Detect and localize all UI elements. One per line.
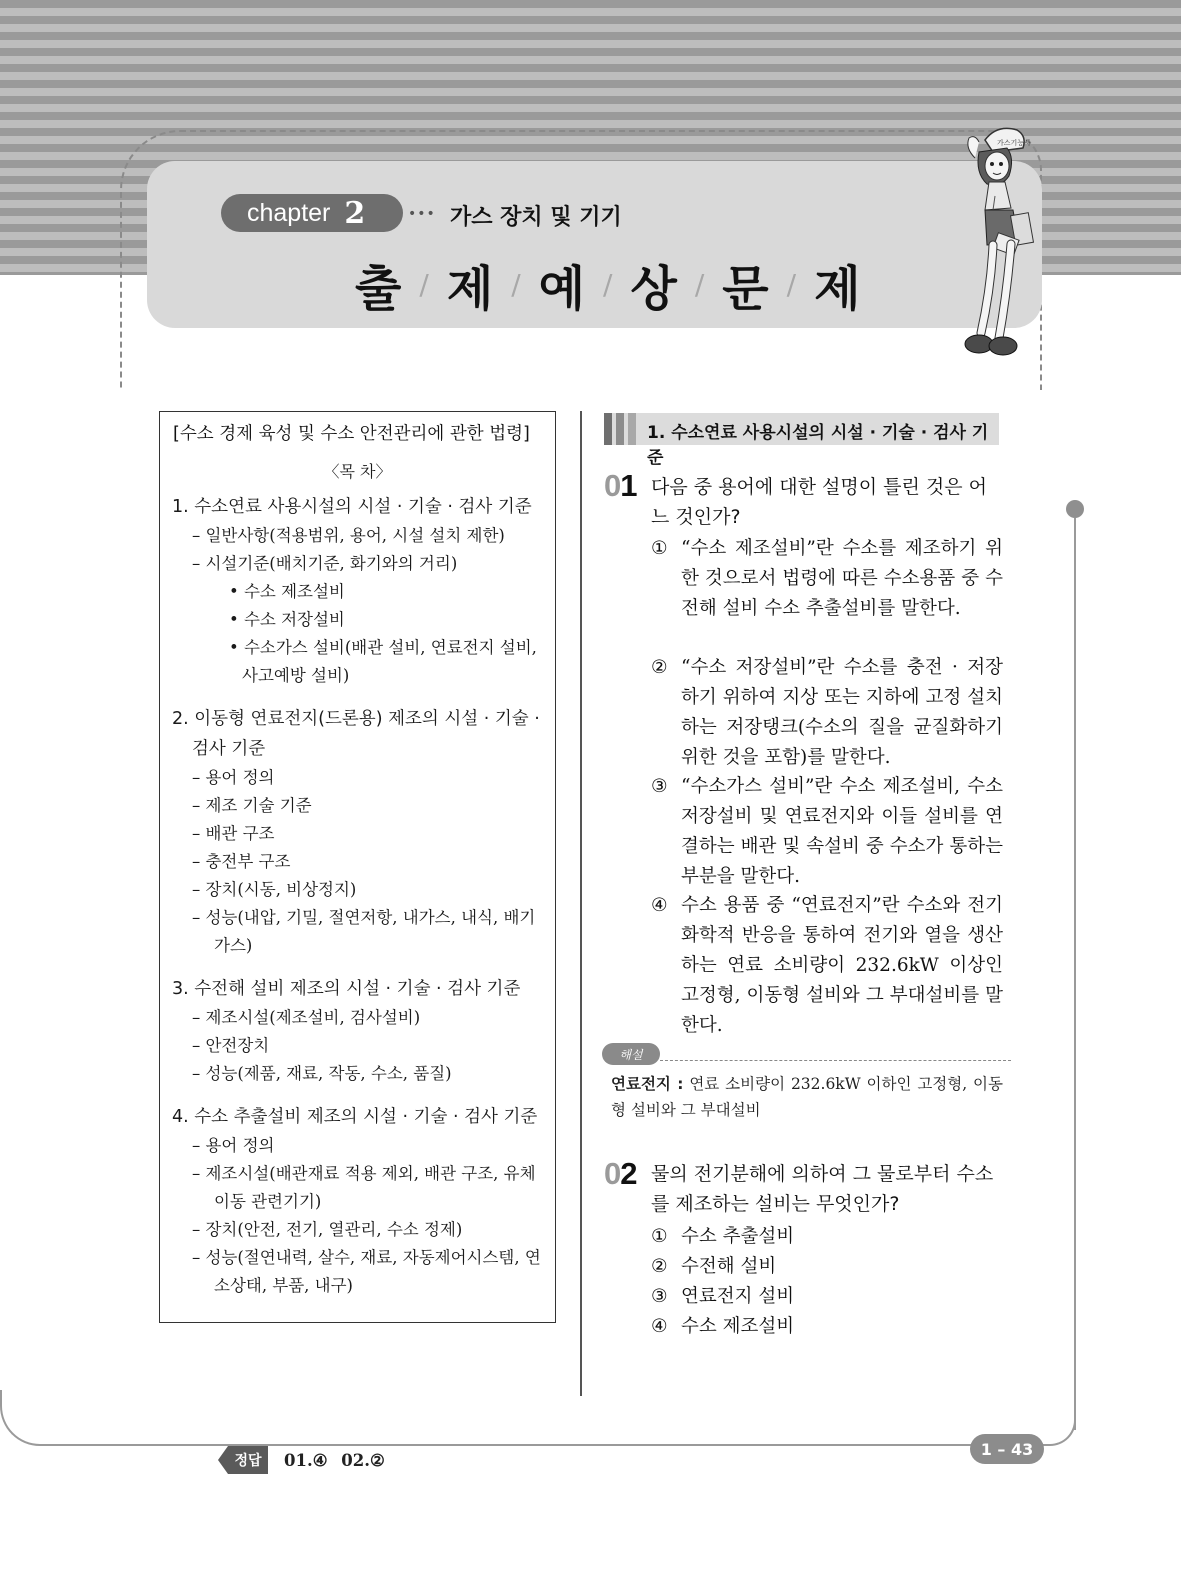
- answer-option: [651, 891, 1003, 1036]
- header-block: [604, 413, 612, 445]
- option-number: ②: [651, 657, 668, 678]
- answer-option: [651, 534, 1003, 619]
- toc-item: – 장치(안전, 전기, 열관리, 수소 정제): [192, 1220, 463, 1239]
- answer-key: 01.④ 02.②: [284, 1451, 385, 1470]
- toc-heading: 3. 수전해 설비 제조의 시설 · 기술 · 검사 기준: [172, 979, 521, 999]
- title-char: 제: [446, 261, 494, 317]
- toc-item: – 제조시설(제조설비, 검사설비): [192, 1008, 421, 1027]
- toc-item: – 제조 기술 기준: [192, 796, 312, 815]
- question-number-digit: 1: [620, 468, 637, 503]
- page-number: 1 – 43: [970, 1434, 1044, 1464]
- page-edge-rail: [1074, 518, 1076, 1430]
- chapter-subtitle: 가스 장치 및 기기: [450, 205, 622, 230]
- mascot-cap-text: 가스기능사: [997, 139, 1031, 147]
- page-edge-dot: [1066, 500, 1084, 518]
- option-text: “수소 제조설비”란 수소를 제조하기 위한 것으로서 법령에 따른 수소용품 중 수전해 설비 수소 추출설비를 말한다.: [681, 538, 1003, 619]
- answer-option: [651, 653, 1003, 768]
- toc-heading: 1. 수소연료 사용시설의 시설 · 기술 · 검사 기준: [172, 497, 532, 517]
- mascot-illustration: [935, 118, 1055, 363]
- toc-item: – 충전부 구조: [192, 852, 291, 871]
- option-number: ④: [651, 895, 668, 916]
- answer-option: [651, 1252, 776, 1282]
- title-char: 상: [630, 261, 677, 317]
- option-text: “수소 저장설비”란 수소를 충전 · 저장하기 위하여 지상 또는 지하에 고정 설치하는 저장탱크(수소의 질을 균질화하기 위한 것을 포함)를 말한다.: [681, 657, 1003, 768]
- toc-item: – 성능(절연내력, 살수, 재료, 자동제어시스템, 연소상태, 부품, 내구): [192, 1248, 541, 1295]
- option-number: ①: [651, 1226, 668, 1247]
- footer-corner: [1040, 1420, 1076, 1446]
- title-separator: /: [511, 268, 521, 301]
- question-number-zero: 0: [604, 468, 621, 503]
- explanation-text: [611, 1071, 1003, 1123]
- section-header: [604, 413, 999, 468]
- chapter-word: chapter: [247, 198, 331, 227]
- option-number: ②: [651, 1256, 668, 1277]
- title-separator: /: [419, 268, 429, 301]
- title-char: 문: [722, 261, 769, 317]
- chapter-number: 2: [344, 195, 366, 231]
- chapter-badge: [221, 194, 403, 232]
- question-text: 다음 중 용어에 대한 설명이 틀린 것은 어느 것인가?: [651, 476, 987, 528]
- toc-item: – 제조시설(배관재료 적용 제외, 배관 구조, 유체이동 관련기기): [192, 1164, 536, 1211]
- question-number-digit: 2: [620, 1156, 637, 1191]
- page-title: [355, 250, 860, 319]
- toc-bullet: • 수소가스 설비(배관 설비, 연료전지 설비, 사고예방 설비): [229, 638, 537, 685]
- option-text: 수소 제조설비: [681, 1316, 795, 1337]
- toc-section: [172, 974, 543, 1088]
- option-text: “수소가스 설비”란 수소 제조설비, 수소 저장설비 및 연료전지와 이들 설비를 연결하는 배관 및 속설비 중 수소가 통하는 부분을 말한다.: [681, 776, 1003, 887]
- title-separator: /: [603, 268, 613, 301]
- answer-option: [651, 1222, 794, 1252]
- toc-bullet: • 수소 저장설비: [229, 610, 345, 629]
- toc-item: – 용어 정의: [192, 768, 275, 787]
- title-separator: /: [694, 268, 705, 301]
- toc-section: [172, 492, 543, 690]
- column-divider: [580, 411, 582, 1396]
- explanation-body: 연료 소비량이 232.6kW 이하인 고정형, 이동형 설비와 그 부대설비: [611, 1075, 1003, 1119]
- chapter-dots: •••: [408, 206, 436, 222]
- question-text: 물의 전기분해에 의하여 그 물로부터 수소를 제조하는 설비는 무엇인가?: [651, 1163, 994, 1215]
- toc-item: – 성능(내압, 기밀, 절연저항, 내가스, 내식, 배기가스): [192, 908, 536, 955]
- option-text: 수소 추출설비: [681, 1226, 795, 1247]
- toc-heading: 2. 이동형 연료전지(드론용) 제조의 시설 · 기술 · 검사 기준: [172, 709, 540, 759]
- toc-subtitle: 〈목 차〉: [323, 462, 392, 481]
- title-separator: /: [786, 268, 797, 301]
- toc-section: [172, 1102, 543, 1300]
- toc-item: – 장치(시동, 비상정지): [192, 880, 357, 899]
- footer-line: [40, 1444, 1040, 1446]
- toc-item: – 성능(제품, 재료, 작동, 수소, 품질): [192, 1064, 452, 1083]
- option-number: ④: [651, 1316, 668, 1337]
- header-block: [616, 413, 624, 445]
- toc-box: [159, 411, 556, 1323]
- toc-item: – 배관 구조: [192, 824, 275, 843]
- option-text: 수전해 설비: [681, 1256, 777, 1277]
- explanation-divider: [660, 1060, 1011, 1061]
- explanation-tag: 해설: [602, 1043, 660, 1065]
- toc-section: [172, 704, 543, 960]
- toc-heading: 4. 수소 추출설비 제조의 시설 · 기술 · 검사 기준: [172, 1107, 538, 1127]
- answer-label: 정답: [228, 1446, 268, 1474]
- answer-option: [651, 1282, 794, 1312]
- question-number: [604, 468, 637, 504]
- option-text: 연료전지 설비: [681, 1286, 795, 1307]
- option-number: ①: [651, 538, 668, 559]
- section-header-text: 1. 수소연료 사용시설의 시설 · 기술 · 검사 기준: [647, 423, 989, 468]
- header-block: [628, 413, 636, 445]
- answer-option: [651, 1312, 794, 1342]
- toc-bullet: • 수소 제조설비: [229, 582, 345, 601]
- toc-item: – 용어 정의: [192, 1136, 275, 1155]
- title-char: 출: [355, 261, 402, 317]
- page-edge-rail-left: [0, 1390, 42, 1446]
- question-number-zero: 0: [604, 1156, 621, 1191]
- toc-item: – 안전장치: [192, 1036, 270, 1055]
- question-number: [604, 1156, 637, 1192]
- title-char: 예: [538, 261, 585, 317]
- option-text: 수소 용품 중 “연료전지”란 수소와 전기화학적 반응을 통하여 전기와 열을 생산하는 연료 소비량이 232.6kW 이상인 고정형, 이동형 설비와 그 부대설비를 말한다.: [681, 895, 1003, 1036]
- toc-title: [수소 경제 육성 및 수소 안전관리에 관한 법령]: [173, 424, 530, 444]
- title-char: 제: [814, 261, 861, 317]
- toc-item: – 시설기준(배치기준, 화기와의 거리): [192, 554, 458, 573]
- option-number: ③: [651, 1286, 668, 1307]
- toc-item: – 일반사항(적용범위, 용어, 시설 설치 제한): [192, 526, 505, 545]
- explanation-key: 연료전지 :: [611, 1075, 684, 1093]
- option-number: ③: [651, 776, 668, 797]
- answer-option: [651, 772, 1003, 887]
